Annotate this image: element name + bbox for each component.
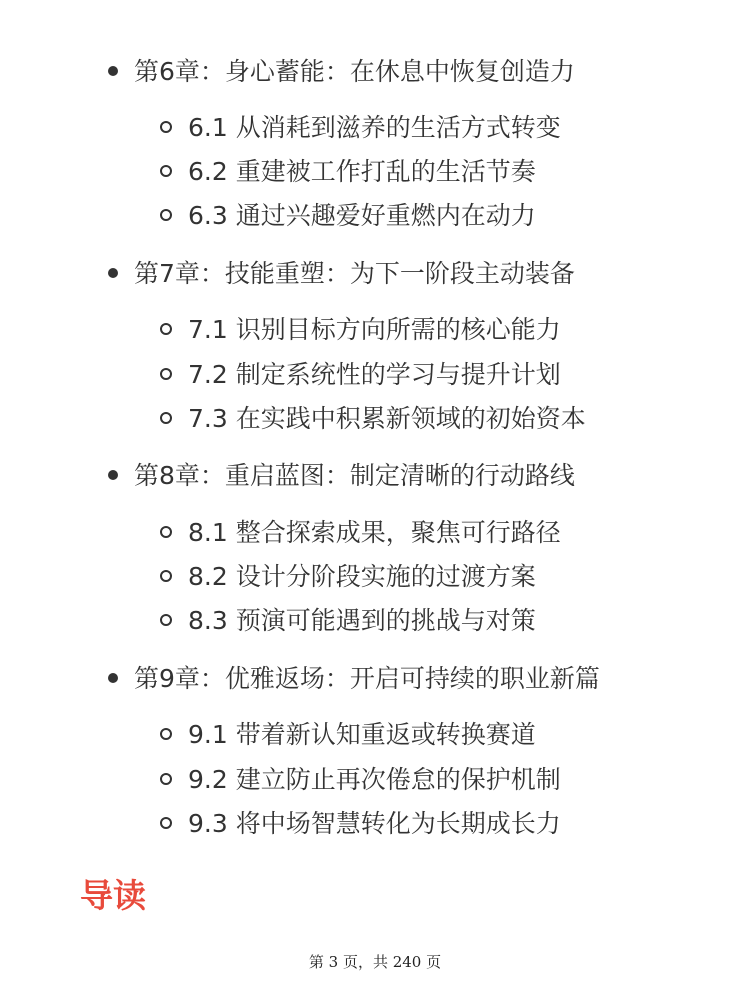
chapter-title-row	[108, 254, 575, 294]
guide-heading: 导读	[80, 876, 146, 915]
section-item	[160, 310, 561, 350]
section-title: 6.2 重建被工作打乱的生活节奏	[188, 157, 536, 186]
section-item	[160, 108, 561, 148]
bullet-circle-icon	[160, 121, 172, 133]
section-item	[160, 355, 561, 395]
chapter-title-row	[108, 456, 575, 496]
section-title: 8.3 预演可能遇到的挑战与对策	[188, 606, 536, 635]
section-title: 6.1 从消耗到滋养的生活方式转变	[188, 113, 561, 142]
chapter-title: 第6章：身心蓄能：在休息中恢复创造力	[134, 57, 575, 86]
bullet-dot-icon	[108, 268, 118, 278]
bullet-dot-icon	[108, 673, 118, 683]
section-item	[160, 196, 536, 236]
section-title: 8.1 整合探索成果，聚焦可行路径	[188, 518, 561, 547]
bullet-circle-icon	[160, 412, 172, 424]
section-title: 6.3 通过兴趣爱好重燃内在动力	[188, 201, 536, 230]
bullet-circle-icon	[160, 526, 172, 538]
bullet-circle-icon	[160, 209, 172, 221]
bullet-circle-icon	[160, 368, 172, 380]
section-item	[160, 513, 561, 553]
section-item	[160, 557, 536, 597]
section-item	[160, 715, 536, 755]
bullet-circle-icon	[160, 614, 172, 626]
chapter-title-row	[108, 52, 575, 92]
section-title: 7.2 制定系统性的学习与提升计划	[188, 360, 561, 389]
section-item	[160, 152, 536, 192]
section-title: 7.3 在实践中积累新领域的初始资本	[188, 404, 586, 433]
section-title: 9.3 将中场智慧转化为长期成长力	[188, 809, 561, 838]
bullet-dot-icon	[108, 470, 118, 480]
bullet-dot-icon	[108, 66, 118, 76]
bullet-circle-icon	[160, 773, 172, 785]
section-item	[160, 760, 561, 800]
chapter-title-row	[108, 659, 600, 699]
section-item	[160, 399, 586, 439]
bullet-circle-icon	[160, 728, 172, 740]
bullet-circle-icon	[160, 570, 172, 582]
section-title: 9.2 建立防止再次倦怠的保护机制	[188, 765, 561, 794]
section-title: 8.2 设计分阶段实施的过渡方案	[188, 562, 536, 591]
section-item	[160, 601, 536, 641]
chapter-title: 第9章：优雅返场：开启可持续的职业新篇	[134, 664, 600, 693]
page-number-footer: 第 3 页，共 240 页	[308, 953, 442, 971]
bullet-circle-icon	[160, 817, 172, 829]
bullet-circle-icon	[160, 323, 172, 335]
chapter-title: 第7章：技能重塑：为下一阶段主动装备	[134, 259, 575, 288]
section-title: 9.1 带着新认知重返或转换赛道	[188, 720, 536, 749]
chapter-title: 第8章：重启蓝图：制定清晰的行动路线	[134, 461, 575, 490]
section-item	[160, 804, 561, 844]
bullet-circle-icon	[160, 165, 172, 177]
section-title: 7.1 识别目标方向所需的核心能力	[188, 315, 561, 344]
